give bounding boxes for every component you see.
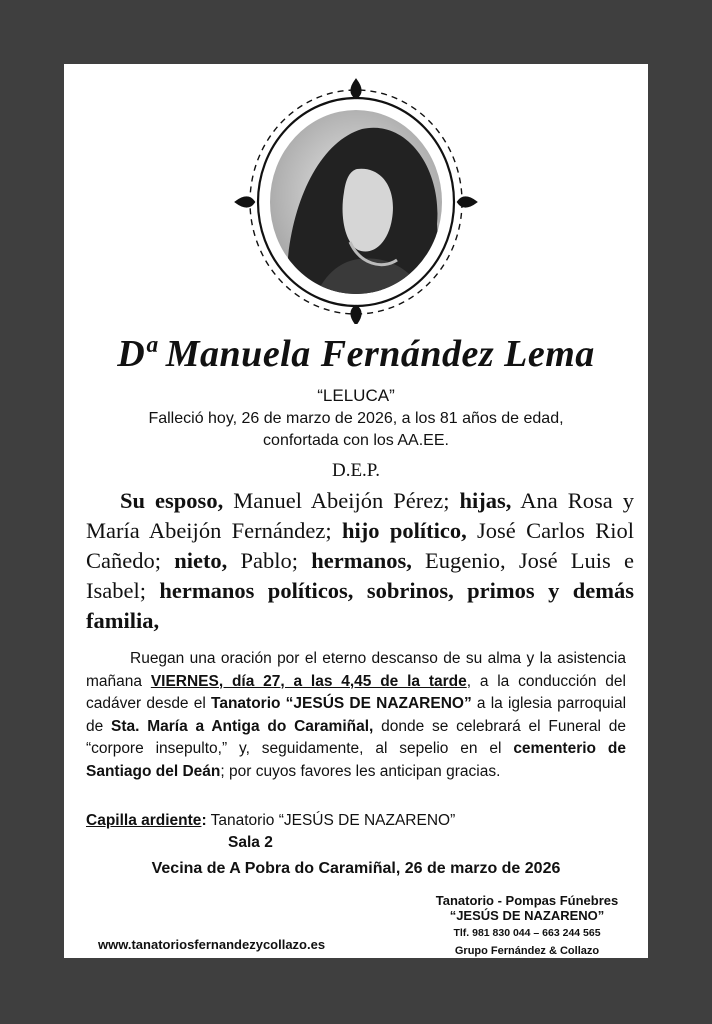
family-segment: Eugenio, José Luis e Isabel; [86, 548, 634, 603]
funeral-home-block [422, 894, 632, 958]
prayer-segment: Sta. María a Antiga do Caramiñal, [111, 717, 374, 735]
prayer-segment: ; por cuyos favores les anticipan gracias. [220, 762, 501, 780]
obituary-sheet [64, 64, 648, 958]
death-notice-line: Falleció hoy, 26 de marzo de 2026, a los 81 años de edad, [148, 410, 564, 427]
family-segment: Pablo; [227, 548, 312, 573]
prayer-segment: a la iglesia parroquial de [86, 695, 627, 735]
chapel-value: Tanatorio “JESÚS DE NAZARENO” [206, 812, 456, 829]
family-segment: hermanos políticos, sobrinos, primos y demás familia, [86, 578, 634, 633]
rip-text: D.E.P. [331, 460, 381, 481]
family-segment: José Carlos Riol Cañedo; [86, 518, 634, 573]
family-segment: nieto, [174, 548, 228, 573]
prayer-paragraph [86, 648, 626, 783]
website-link[interactable]: www.tanatoriosfernandezycollazo.es [98, 937, 326, 952]
nickname: “LELUCA” [317, 386, 395, 405]
chapel-label: Capilla ardiente [86, 812, 202, 829]
funeral-home-brand: “JESÚS DE NAZARENO” [449, 908, 605, 923]
death-notice-line: confortada con los AA.EE. [263, 432, 449, 449]
funeral-home-name: Tanatorio - Pompas Fúnebres [435, 893, 619, 908]
funeral-home-phone: Tlf. 981 830 044 – 663 244 565 [453, 927, 601, 939]
family-segment: hijas, [459, 488, 512, 513]
chapel-line [86, 812, 455, 830]
virgin-mary-portrait [232, 74, 480, 324]
family-segment: hijo político, [341, 518, 467, 543]
chapel-separator: : [201, 812, 207, 829]
family-segment: Su esposo, [120, 488, 224, 513]
prayer-segment: cementerio de Santiago del Deán [86, 740, 626, 780]
funeral-home-group: Grupo Fernández & Collazo [454, 945, 600, 957]
deceased-name: Dª Manuela Fernández Lema [117, 333, 595, 375]
prayer-segment: VIERNES, día 27, a las 4,45 de la tarde [150, 672, 467, 690]
family-segment: Ana Rosa y María Abeijón Fernández; [86, 488, 634, 543]
prayer-segment: Tanatorio “JESÚS DE NAZARENO” [211, 695, 472, 712]
family-segment: hermanos, [311, 548, 412, 573]
chapel-room: Sala 2 [228, 834, 273, 851]
family-segment: Manuel Abeijón Pérez; [223, 488, 460, 513]
residence-line: Vecina de A Pobra do Caramiñal, 26 de marzo de 2026 [151, 860, 561, 877]
prayer-segment: , a la conducción del cadáver desde el [86, 672, 626, 712]
family-paragraph [86, 486, 634, 636]
prayer-segment: Ruegan una oración por el eterno descanso de su alma y la asistencia mañana [86, 650, 626, 690]
prayer-segment: donde se celebrará el Funeral de “corpore insepulto,” y, seguidamente, al sepelio en el [86, 717, 626, 757]
